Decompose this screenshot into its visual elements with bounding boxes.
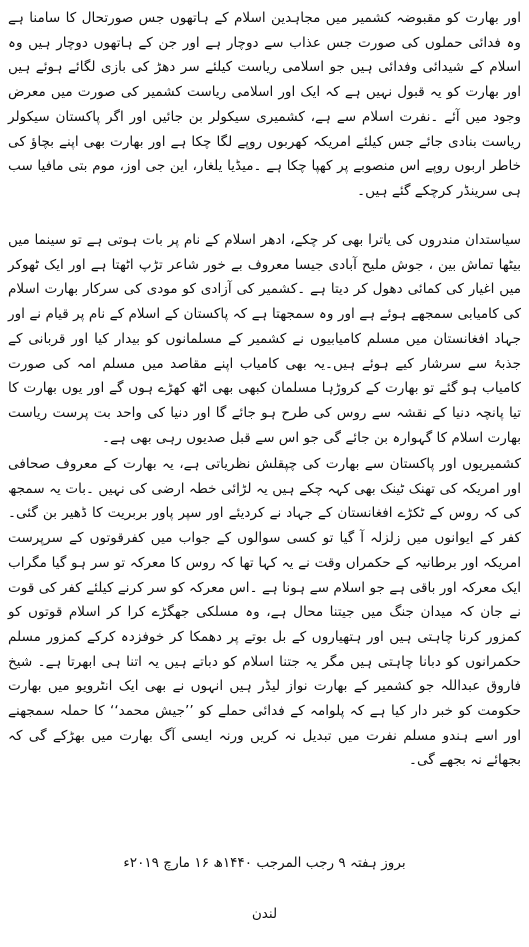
- article-date: بروز ہفتہ ۹ رجب المرجب ۱۴۴۰ھ ۱۶ مارچ ۲۰۱۹ء: [123, 855, 406, 871]
- article-paragraph-2: سیاستدان مندروں کی یاترا بھی کر چکے، ادھر اسلام کے نام پر بات ہوتی ہے تو سینما میں بیٹھا تماش بین ، جوش ملیح آبادی جیسا معروف بے خور شاعر تڑپ اٹھتا ہے اور ایک ٹھوکر میں اغیار کی کمائی دھول کر دیتا ہے ۔کشمیر کی آزادی کو مودی کی سرکار بھارت اسلام کی کامیابی سمجھے ہوئے ہے اور وہ سمجھتا ہے کہ پاکستان کے اسلام کے نام پر قیام نے اور جہاد افغانستان میں مسلم کامیابیوں نے کشمیر کے مسلمانوں کو بیدار کیا اور قربانی کے جذبۂ سے سرشار کیے ہوئے ہیں۔یہ بھی کامیاب اپنے مقاصد میں مسلم امہ کی صورت کامیاب ہو گئے تو بھارت کے کروڑہا مسلمان کبھی بھی اٹھ کھڑے ہوں گے اور یوں بھارت کا تیا پانچہ دنیا کے نقشہ سے روس کی طرح ہو جائے گا اور دنیا کی واحد بت پرست ریاست بھارت اسلام کا گہوارہ بن جائے گی جو اس سے قبل صدیوں رہی بھی ہے۔: [8, 232, 521, 446]
- article-paragraph-1: اور بھارت کو مقبوضہ کشمیر میں مجاہدین اسلام کے ہاتھوں جس صورتحال کا سامنا ہے وہ فدائی حملوں کی صورت جس عذاب سے دوچار ہے اور جن کے ہاتھوں دوچار ہیں وہ اسلام کے شیدائی وفدائی ہیں جو اسلامی ریاست کیلئے سر دھڑ کی بازی لگائے ہوئے ہیں اور بھارت کو یہ قبول نہیں ہے کہ ایک اور اسلامی ریاست کشمیر کی صورت میں معرض وجود میں آئے ۔نفرت اسلام سے ہے، کشمیری سیکولر بن جائیں اور اگر پاکستان سیکولر ریاست بنادی جائے جس کیلئے امریکہ کھربوں روپے لگا چکا ہے اور بھارت بھی اپنے بچاؤ کی خاطر اربوں روپے اس منصوبے پر کھپا چکا ہے ۔میڈیا یلغار، این جی اوز، موم بتی مافیا سب ہی سرینڈر کرچکے گئے ہیں۔: [8, 10, 521, 199]
- article-paragraph-3: کشمیریوں اور پاکستان سے بھارت کی چپقلش نظریاتی ہے، یہ بھارت کے معروف صحافی اور امریکہ کی تھنک ٹینک بھی کہہ چکے ہیں یہ لڑائی خطہ ارضی کی نہیں ۔بات یہ سمجھ کی کہ روس کے ٹکڑے افغانستان کے جہاد نے کردیئے اور سپر پاور بربریت کا ڈھیر بن گئی۔ کفر کے ایوانوں میں زلزلہ آ گیا تو کسی سوالوں کے جواب میں کفرقوتوں کے سرپرست امریکہ اور برطانیہ کے حکمراں وقت نے یہ کہا تھا کہ روس کا معرکہ تو سر ہو گیا مگراب ایک معرکہ اور باقی ہے جو اسلام سے ہونا ہے ۔اس معرکہ کو سر کرنے کیلئے کفر کی قوت نے جان کہ میدان جنگ میں جیتنا محال ہے، وہ مسلکی جھگڑے کرا کر اسلام قوتوں کو کمزور کرنا چاہتی ہیں اور ہتھیاروں کے بل بوتے پر دھمکا کر خوفزدہ کرکے کمزور مسلم حکمرانوں کو دبانا چاہتی ہیں مگر یہ جتنا اسلام کو دباتے ہیں یہ اتنا ہی ابھرتا ہے۔ شیخ فاروق عبداللہ جو کشمیر کے بھارت نواز لیڈر ہیں انہوں نے بھی ایک انٹرویو میں بھارت حکومت کو خبر دار کیا ہے کہ پلوامہ کے فدائی حملے کو ’’جیش محمد‘‘ کا حملہ سمجھنے اور اسے ہندو مسلم نفرت میں تبدیل نہ کریں ورنہ ایسی آگ بھارت میں بھڑکے گی کہ بجھائے نہ بجھے گی۔: [8, 456, 521, 769]
- article-place: لندن: [251, 906, 278, 922]
